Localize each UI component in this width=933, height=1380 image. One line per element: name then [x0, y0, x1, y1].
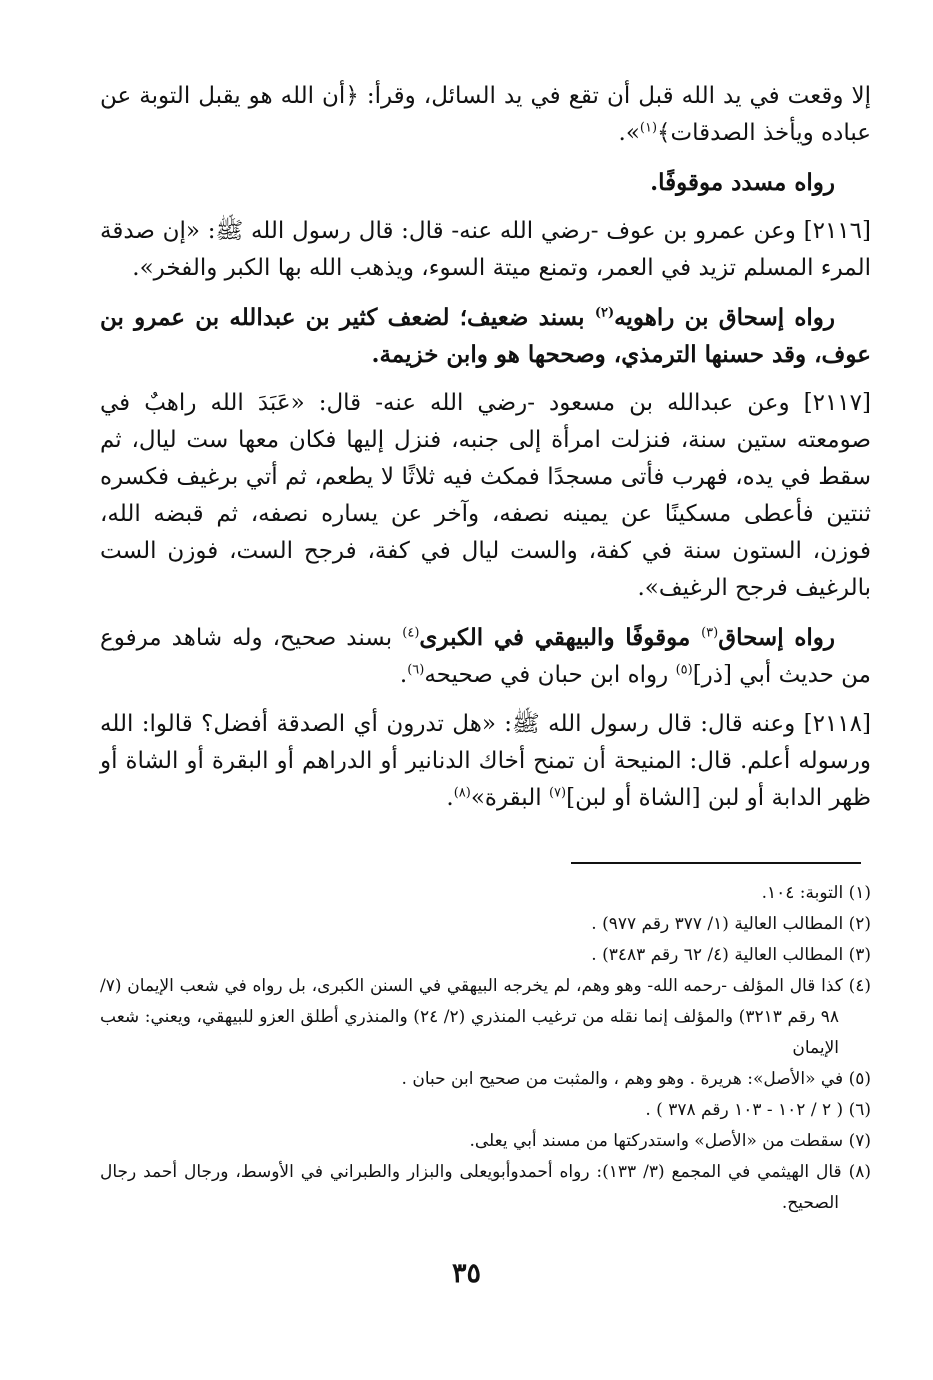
paragraph-text: بسند صحيح، وله شاهد مرفوع من حديث أبي [ذر]: [100, 625, 871, 688]
footnote-ref: (٧): [548, 785, 567, 801]
footnote-ref: (٥): [675, 662, 693, 678]
footnote-divider: [571, 862, 861, 864]
paragraph-text: رواه إسحاق بن راهويه: [614, 304, 835, 331]
footnote-ref: (٢): [594, 305, 615, 321]
paragraph-3: [٢١١٦] وعن عمرو بن عوف -رضي الله عنه- قال: قال رسول الله ﷺ: «إن صدقة المرء المسلم تزيد في العمر، وتمنع ميتة السوء، ويذهب الله بها الكبر والفخر».: [100, 218, 871, 281]
footnote-ref: (٦): [407, 662, 425, 678]
footnote-ref: (٨): [453, 785, 471, 801]
paragraph-2: رواه مسدد موقوفًا.: [650, 169, 835, 196]
paragraph-text: رواه ابن حبان في صحيحه: [424, 662, 676, 688]
footnote-3: (٣) المطالب العالية (٤/ ٦٢ رقم ٣٤٨٣) .: [591, 945, 871, 965]
main-text: [100, 78, 871, 829]
footnotes: [100, 878, 871, 1219]
footnote-7: (٧) سقطت من «الأصل» واستدركتها من مسند أبي يعلى.: [469, 1131, 871, 1151]
paragraph-4: [100, 299, 871, 373]
paragraph-text: رواه إسحاق: [718, 624, 835, 651]
paragraph-text: البقرة»: [470, 785, 549, 811]
paragraph-text: [٢١١٨] وعنه قال: قال رسول الله ﷺ: «هل تدرون أي الصدقة أفضل؟ قالوا: الله ورسوله أعلم. قال: المنيحة أن تمنح أخاك الدنانير أو الدراهم أو البقرة أو الشاة أو ظهر الدابة أو لبن [الشاة أو لبن]: [100, 711, 871, 811]
footnote-ref: (٤): [402, 625, 420, 641]
paragraph-text: بسند ضعيف؛ لضعف كثير بن عبدالله بن عمرو بن عوف، وقد حسنها الترمذي، وصححها هو وابن خزيمة.: [100, 304, 871, 368]
paragraph-6: [100, 619, 871, 694]
paragraph-5: [٢١١٧] وعن عبدالله بن مسعود -رضي الله عنه- قال: «عَبَدَ الله راهبٌ في صومعته ستين سنة، فنزلت امرأة إلى جنبه، فنزل إليها فكان معها ست ليال، ثم سقط في يده، فهرب فأتى مسجدًا فمكث فيه ثلاثًا لا يطعم، ثم أتي برغيف فكسره ثنتين فأعطى مسكينًا عن يمينه نصفه، وآخر عن يساره نصفه، ثم قبضه الله، فوزن، الستون سنة في كفة، والست ليال في كفة، فرجح الست، فوزن الست بالرغيف فرجح الرغيف».: [100, 390, 871, 601]
paragraph-tail: .: [399, 662, 408, 688]
footnote-1: (١) التوبة: ١٠٤.: [761, 883, 871, 903]
paragraph-7: [100, 706, 871, 817]
footnote-8: (٨) قال الهيثمي في المجمع (٣/ ١٣٣): رواه أحمدوأبويعلى والبزار والطبراني في الأوسط، ورجال أحمد رجال الصحيح.: [100, 1162, 871, 1213]
page-number: ٣٥: [451, 1258, 481, 1289]
footnote-ref: (٣): [701, 625, 719, 641]
footnote-5: (٥) في «الأصل»: هريرة . وهو وهم ، والمثبت من صحيح ابن حبان .: [401, 1069, 871, 1089]
paragraph-1: [100, 78, 871, 152]
paragraph-text: إلا وقعت في يد الله قبل أن تقع في يد السائل، وقرأ: ﴿أن الله هو يقبل التوبة عن عباده ويأخذ الصدقات﴾: [100, 83, 871, 146]
footnote-2: (٢) المطالب العالية (١/ ٣٧٧ رقم ٩٧٧) .: [591, 914, 871, 934]
paragraph-tail: .: [446, 785, 454, 811]
footnote-ref: (١): [639, 120, 658, 136]
paragraph-text: موقوفًا والبيهقي في الكبرى: [419, 624, 702, 651]
footnote-6: (٦) ( ٢ / ١٠٢ - ١٠٣ رقم ٣٧٨ ) .: [645, 1100, 871, 1120]
paragraph-tail: ».: [618, 120, 640, 146]
footnote-4: (٤) كذا قال المؤلف -رحمه الله- وهو وهم، لم يخرجه البيهقي في السنن الكبرى، بل رواه في شعب الإيمان (٧/ ٩٨ رقم ٣٢١٣) والمؤلف إنما نقله من ترغيب المنذري (٢/ ٢٤) والمنذري أطلق العزو للبيهقي، ويعني: شعب الإيمان: [100, 976, 871, 1058]
